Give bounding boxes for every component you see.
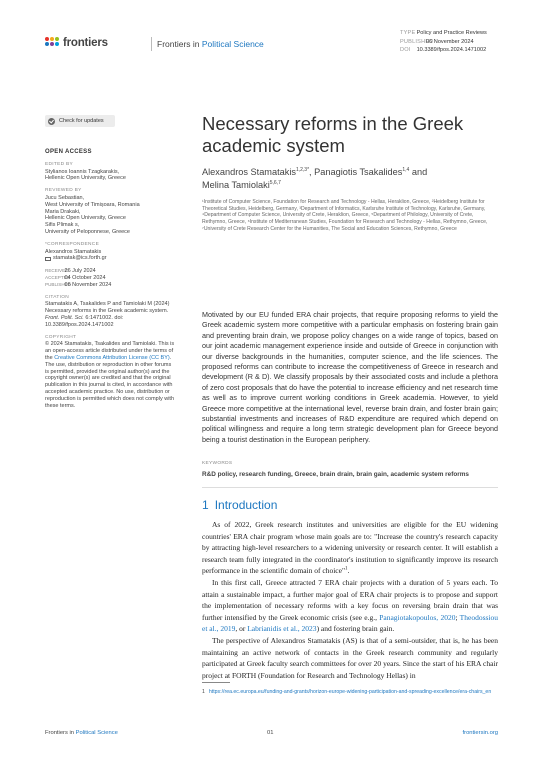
published-date: 06 November 2024	[64, 281, 112, 288]
accepted-date: 04 October 2024	[64, 274, 106, 281]
article-title: Necessary reforms in the Greek academic system	[202, 113, 464, 156]
doi-label: DOI	[400, 47, 411, 54]
mail-icon	[45, 257, 51, 261]
type-label: TYPE	[400, 30, 416, 36]
correspondence-label: *CORRESPONDENCE	[45, 241, 100, 247]
citation-link[interactable]: Labrianidis et al., 2023	[247, 624, 317, 634]
page-number: 01	[267, 730, 274, 736]
page-header	[45, 29, 505, 55]
correspondence-block	[45, 249, 185, 263]
editor-list	[45, 169, 185, 183]
received-date: 26 July 2024	[64, 268, 96, 275]
author-name[interactable]: Alexandros Stamatakis	[202, 167, 296, 177]
editor-affiliation: Hellenic Open University, Greece	[45, 175, 126, 182]
open-access-label: OPEN ACCESS	[45, 149, 92, 155]
footer-journal[interactable]: Frontiers in Political Science	[45, 730, 118, 736]
citation-text: Stamatakis A, Tsakalides P and Tamiolaki M (2024) Necessary reforms in the Greek academic system. Front. Polit. Sci. 6:1471002. doi: 10.3389/fpos.2024.1471002	[45, 301, 170, 328]
author-name[interactable]: Panagiotis Tsakalides	[314, 167, 403, 177]
published-value: 06 November 2024	[426, 38, 474, 45]
keywords-label: KEYWORDS	[202, 461, 233, 466]
journal-prefix: Frontiers in	[157, 39, 200, 49]
footnote	[202, 688, 502, 696]
reviewer-name: Jucu Sebastian,	[45, 194, 85, 201]
footer-site-link[interactable]: frontiersin.org	[462, 730, 498, 736]
frontiers-logo[interactable]	[45, 37, 108, 49]
check-updates-label: Check for updates	[59, 117, 104, 124]
body-paragraph: As of 2022, Greek research institutes and universities are eligible for the EU widening countries' ERA chair program whose main goals are to: "Increase the country's research capacity by attracting high-level researchers to a widening university or research center. It will establish a research team fully integrated in the coordinator's institution to significantly improve its research performance in the scientific domain of choice"$^1$.	[202, 520, 498, 576]
keywords-divider	[202, 487, 498, 488]
citation-link[interactable]: Panagiotakopoulos, 2020	[379, 612, 456, 622]
section-heading	[202, 498, 277, 512]
published-label: PUBLISHED	[400, 38, 434, 45]
header-divider	[151, 37, 152, 51]
edited-by-label: EDITED BY	[45, 161, 74, 167]
author-list: Alexandros Stamatakis$^{1,2,3*}$, Panagiotis Tsakalides$^{1,4}$ and Melina Tamiolaki$^{5,6,7}$	[202, 166, 428, 190]
footnote-divider	[202, 682, 230, 683]
reviewer-name: Sifis Plimak s,	[45, 222, 80, 229]
reviewer-name: Maria Drakaki,	[45, 208, 81, 215]
check-for-updates-button[interactable]	[45, 115, 115, 127]
author-name[interactable]: Melina Tamiolaki	[202, 179, 270, 190]
published-label: PUBLISHED	[45, 281, 72, 287]
article-body	[202, 519, 498, 681]
journal-name[interactable]	[157, 39, 264, 49]
received-label: RECEIVED	[45, 268, 69, 274]
article-meta	[400, 29, 487, 55]
citation-link[interactable]: Theodossiou et al., 2019	[202, 612, 499, 634]
logo-text: frontiers	[63, 37, 108, 49]
abstract: Motivated by our EU funded ERA chair projects, that require proposing reforms to yield the Greek academic system more competitive with a particular emphasis on fostering brain gain and preventing brain drain, we propose policy changes on a wide range of topics, based on our joint academic management experience inside and outside of Greece in conjunction with our diverse backgrounds in the humanities, computer science, and the life sciences. The proposed reforms can contribute to increase the competitiveness of Greece in research and development (R & D). We classify proposals by their associated costs and include a plethora of zero cost proposals that do have the potential to increase efficiency and net research time as well as to improve current working conditions in Greek academia. However, to yield Greece more competitive at the international level, reverse brain drain, and foster brain gain; substantial investments and increases of R&D expenditure are required which depend on political willingness and require a long term strategic development plan for Greece beyond being a tourist destination in the European periphery.	[202, 310, 498, 444]
editor-name: Stylianos Ioannis Tzagkarakis,	[45, 168, 120, 175]
section-number: 1	[202, 498, 209, 512]
journal-title: Political Science	[201, 39, 264, 49]
check-circle-icon	[48, 118, 55, 125]
copyright-label: COPYRIGHT	[45, 334, 77, 340]
reviewer-list	[45, 195, 185, 236]
footnote-url[interactable]: https://rea.ec.europa.eu/funding-and-grants/horizon-europe-widening-participation-and-spreading-excellence/era-chairs_en	[208, 689, 492, 695]
doi-value[interactable]: 10.3389/fpos.2024.1471002	[416, 47, 487, 54]
footnote-number: 1	[202, 689, 205, 695]
article-sidebar	[45, 115, 185, 409]
affiliations: ¹Institute of Computer Science, Foundation for Research and Technology - Hellas, Heraklion, Greece, ²Heidelberg Institute for Theoretical Studies, Heidelberg, Germany, ³Department of Informatics, Karlsruhe Institute of Technology, Karlsruhe, Germany, ⁴Department of Computer Science, University of Crete, Heraklion, Greece, ⁵Department of Philology, University of Crete, Rethymno, Greece, ⁶Institute of Mediterranean Studies, Foundation for Research and Technology - Hellas, Rethymno, Greece, ⁷University of Crete Research Center for the Humanities, The Social and Education Sciences, Rethymno, Greece	[202, 199, 488, 232]
reviewer-affiliation: West University of Timișoara, Romania	[45, 201, 140, 208]
keywords: R&D policy, research funding, Greece, brain drain, brain gain, academic system reforms	[202, 471, 469, 478]
body-paragraph: The perspective of Alexandros Stamatakis (AS) is that of a semi-outsider, that is, he has been maintaining an active network of contacts in the Greek research community and regularly participated at Greek faculty search committees for over 20 years. Since the start of his ERA chair project at FORTH (Foundation for Research and Technology Hellas) in	[202, 635, 498, 680]
section-title: Introduction	[214, 498, 278, 512]
citation-label: CITATION	[45, 294, 70, 300]
correspondence-email[interactable]: stamatak@ics.forth.gr	[53, 255, 107, 262]
frontiers-logo-icon	[45, 37, 59, 49]
reviewer-affiliation: University of Peloponnese, Greece	[45, 228, 130, 235]
accepted-label: ACCEPTED	[45, 274, 71, 280]
type-value: Policy and Practice Reviews	[416, 30, 487, 36]
reviewer-affiliation: Hellenic Open University, Greece	[45, 215, 126, 222]
article-dates	[45, 268, 185, 288]
footnote-marker[interactable]: 1	[345, 566, 348, 572]
body-paragraph: In this first call, Greece attracted 7 ERA chair projects with a duration of 5 years each. To attain a sustainable impact, a further major goal of ERA chair projects is to propose and support the implementation of necessary reforms with a key focus on reversing brain drain that was further intensified by the Greek economic crisis (see e.g., Panagiotakopoulos, 2020; Theodossiou et al., 2019, or Labrianidis et al., 2023) and fostering brain gain.	[202, 577, 499, 634]
article-header	[202, 113, 502, 233]
license-link[interactable]: Creative Commons Attribution License (CC BY)	[54, 354, 170, 361]
correspondence-name: Alexandros Stamatakis	[45, 248, 102, 255]
copyright-text: © 2024 Stamatakis, Tsakalides and Tamiolaki. This is an open-access article distributed under the terms of the Creative Commons Attribution License (CC BY). The use, distribution or reproduction in other forums is permitted, provided the original author(s) and the copyright owner(s) are credited and that the original publication in this journal is cited, in accordance with accepted academic practice. No use, distribution or reproduction is permitted which does not comply with these terms.	[45, 341, 175, 409]
reviewed-by-label: REVIEWED BY	[45, 188, 82, 194]
